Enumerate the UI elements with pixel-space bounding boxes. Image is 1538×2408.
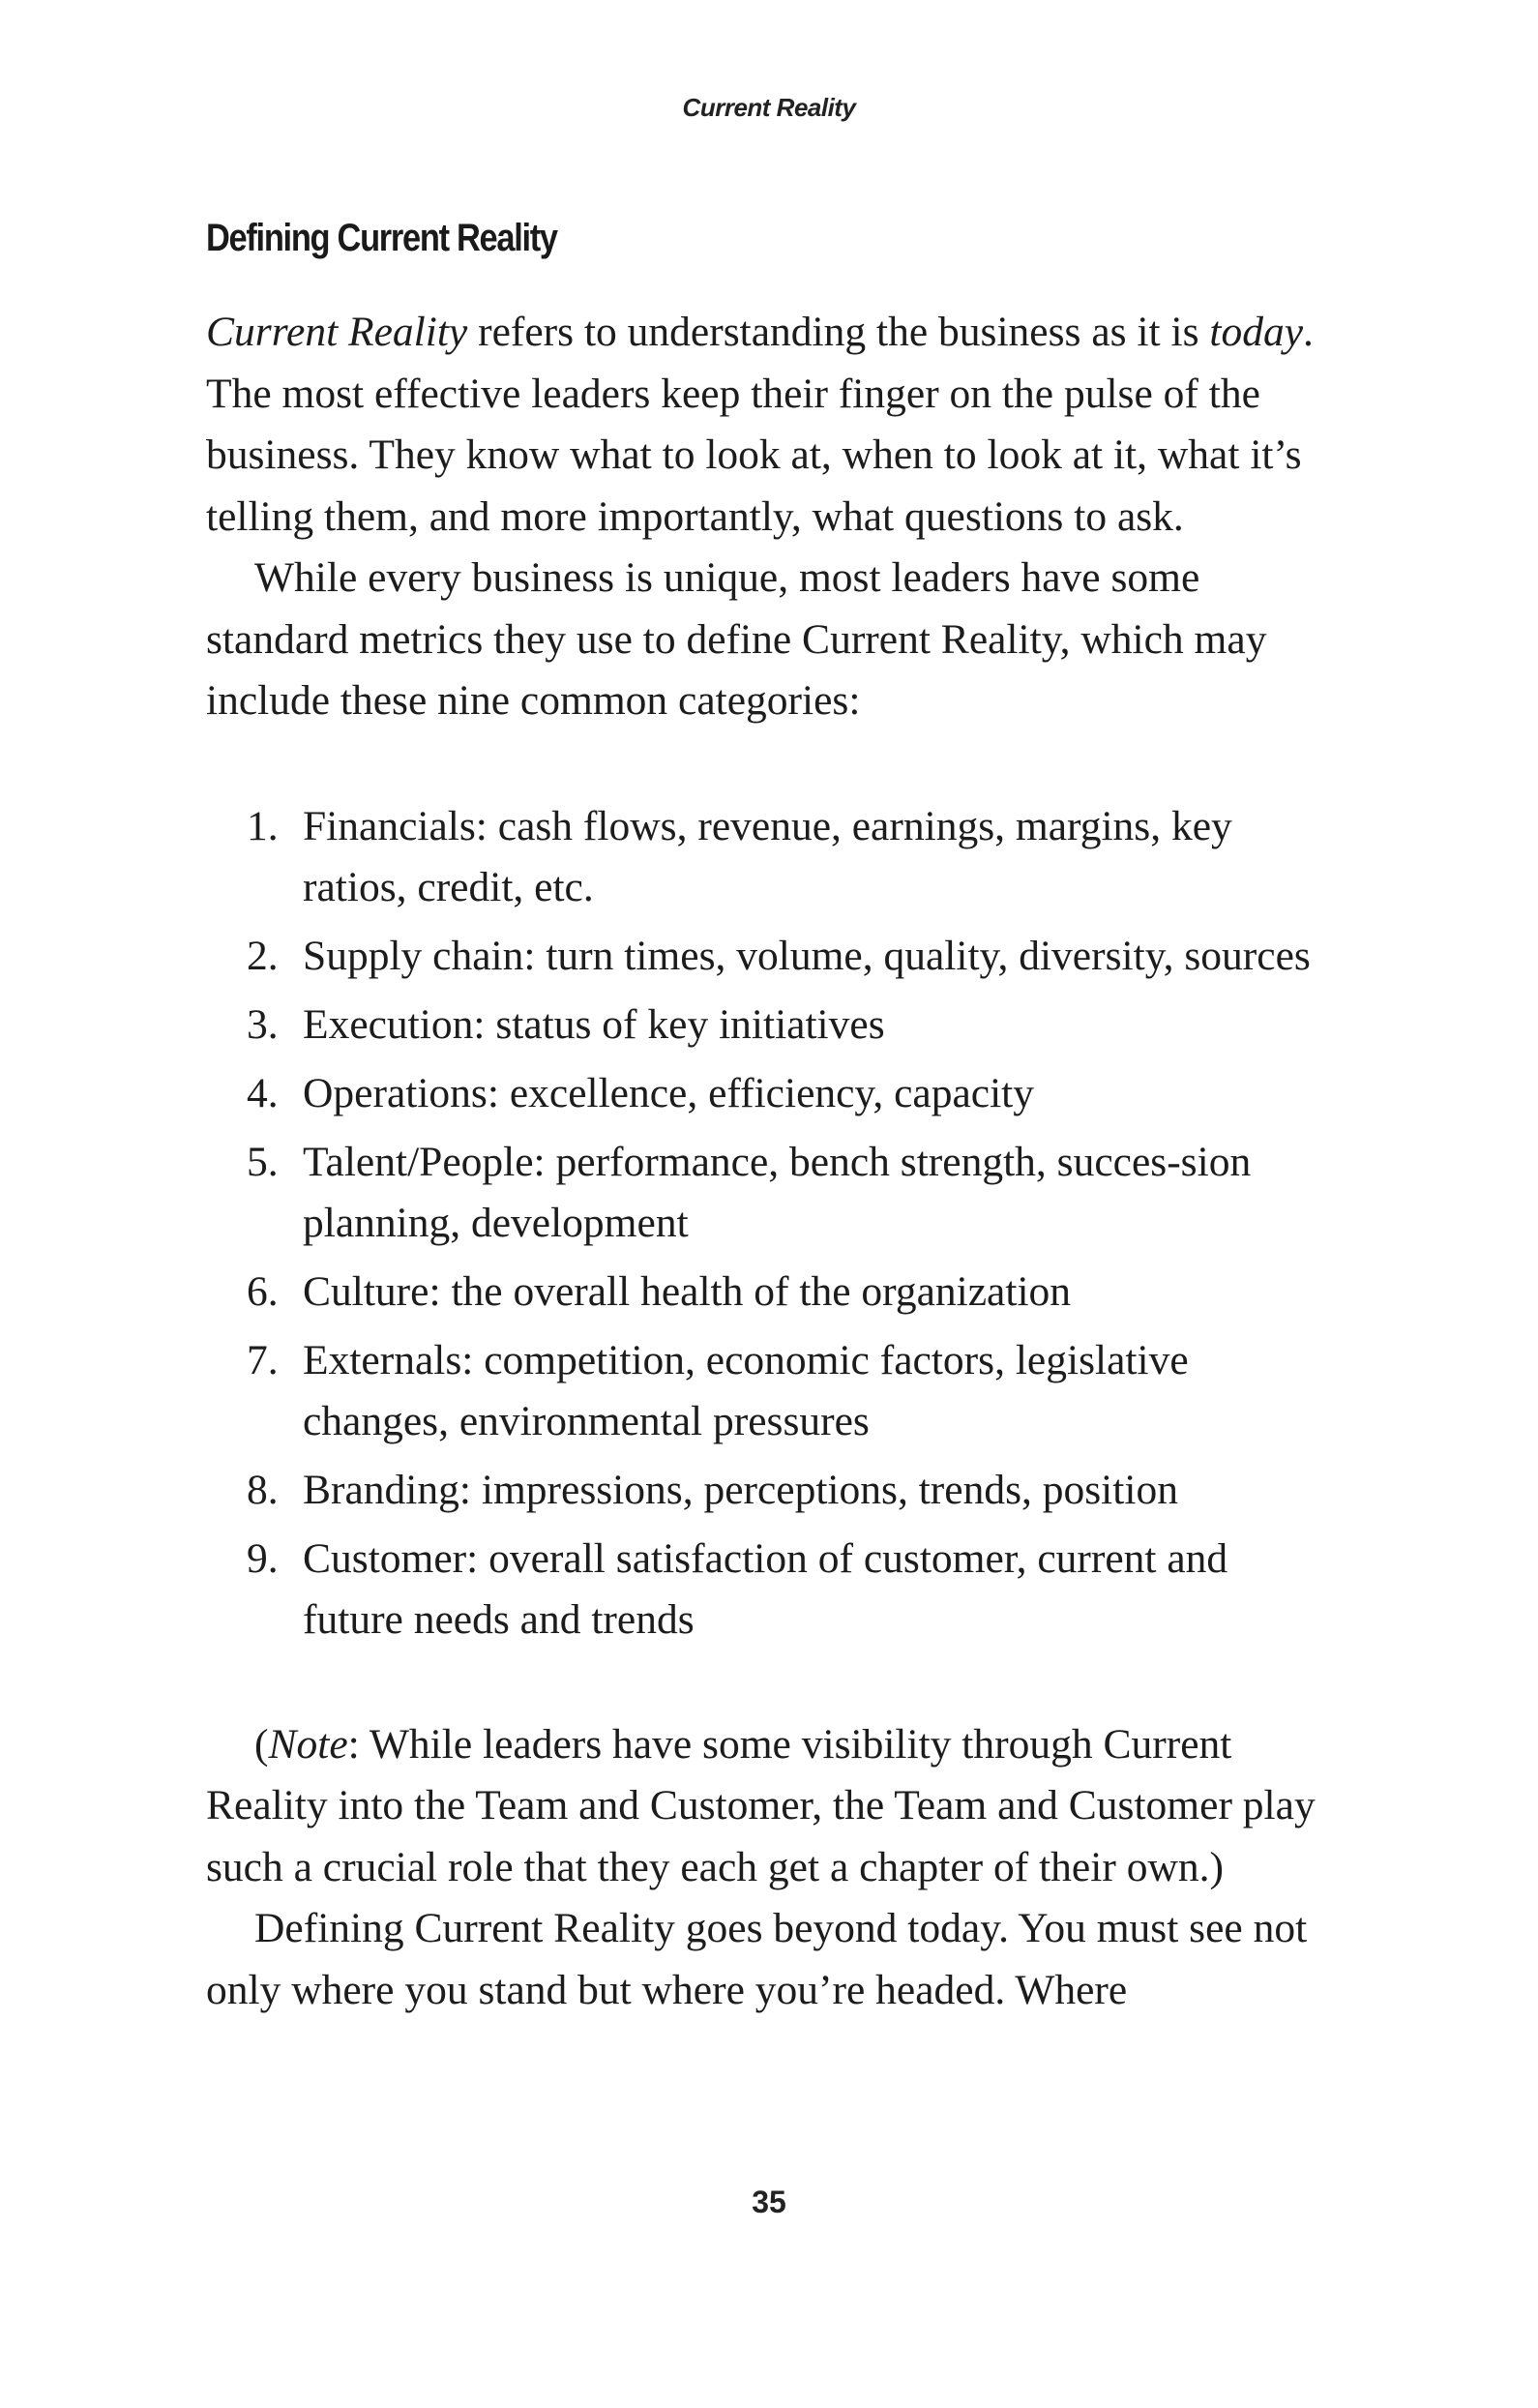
list-number: 4. bbox=[247, 1069, 279, 1116]
list-item bbox=[206, 1262, 1323, 1323]
list-number: 2. bbox=[247, 932, 279, 979]
list-number: 1. bbox=[247, 802, 279, 849]
list-number: 3. bbox=[247, 1000, 279, 1048]
list-text: Branding: impressions, perceptions, trends, position bbox=[303, 1466, 1178, 1513]
list-item bbox=[206, 1460, 1323, 1521]
list-item bbox=[206, 1132, 1323, 1254]
list-text: Execution: status of key initiatives bbox=[303, 1000, 885, 1048]
list-item bbox=[206, 796, 1323, 918]
categories-list bbox=[206, 796, 1323, 1650]
note-paragraph bbox=[206, 1714, 1323, 1899]
list-text: Culture: the overall health of the organization bbox=[303, 1267, 1072, 1315]
body-text bbox=[206, 302, 1323, 2021]
note-label: Note bbox=[268, 1720, 348, 1768]
intro-paragraph bbox=[206, 302, 1323, 548]
note-open: ( bbox=[254, 1720, 269, 1768]
intro-part2: . The most effective leaders keep their finger on the pulse of the business. They know what to look at, when to look at it, what it’s telling them, and more importantly, what questions to ask. bbox=[206, 309, 1314, 540]
running-head: Current Reality bbox=[682, 93, 856, 122]
section-heading: Defining Current Reality bbox=[206, 217, 557, 259]
note-text: : While leaders have some visibility through Current Reality into the Team and Customer, the Team and Customer play such a crucial role that they each get a chapter of their own.) bbox=[206, 1720, 1316, 1890]
list-item bbox=[206, 995, 1323, 1055]
list-text: Supply chain: turn times, volume, quality, diversity, sources bbox=[303, 932, 1311, 979]
second-paragraph: While every business is unique, most leaders have some standard metrics they use to define Current Reality, which may include these nine common categories: bbox=[206, 554, 1267, 724]
list-item bbox=[206, 1063, 1323, 1124]
list-item bbox=[206, 1529, 1323, 1650]
list-number: 8. bbox=[247, 1466, 279, 1513]
list-number: 7. bbox=[247, 1336, 279, 1383]
list-text: Financials: cash flows, revenue, earnings, margins, key ratios, credit, etc. bbox=[303, 802, 1232, 910]
list-text: Talent/People: performance, bench strength, succes-sion planning, development bbox=[303, 1138, 1252, 1246]
list-text: Customer: overall satisfaction of customer, current and future needs and trends bbox=[303, 1534, 1228, 1643]
final-paragraph: Defining Current Reality goes beyond today. You must see not only where you stand but where you’re headed. Where bbox=[206, 1905, 1308, 2013]
intro-today: today bbox=[1209, 309, 1304, 355]
list-number: 6. bbox=[247, 1267, 279, 1315]
list-text: Externals: competition, economic factors, legislative changes, environmental pressures bbox=[303, 1336, 1189, 1444]
list-text: Operations: excellence, efficiency, capacity bbox=[303, 1069, 1035, 1116]
intro-term: Current Reality bbox=[206, 309, 468, 355]
list-number: 9. bbox=[247, 1534, 279, 1582]
intro-part1: refers to understanding the business as it is bbox=[467, 309, 1210, 355]
page-number: 35 bbox=[752, 2185, 786, 2219]
list-item bbox=[206, 1330, 1323, 1452]
list-item bbox=[206, 926, 1323, 987]
list-number: 5. bbox=[247, 1138, 279, 1185]
